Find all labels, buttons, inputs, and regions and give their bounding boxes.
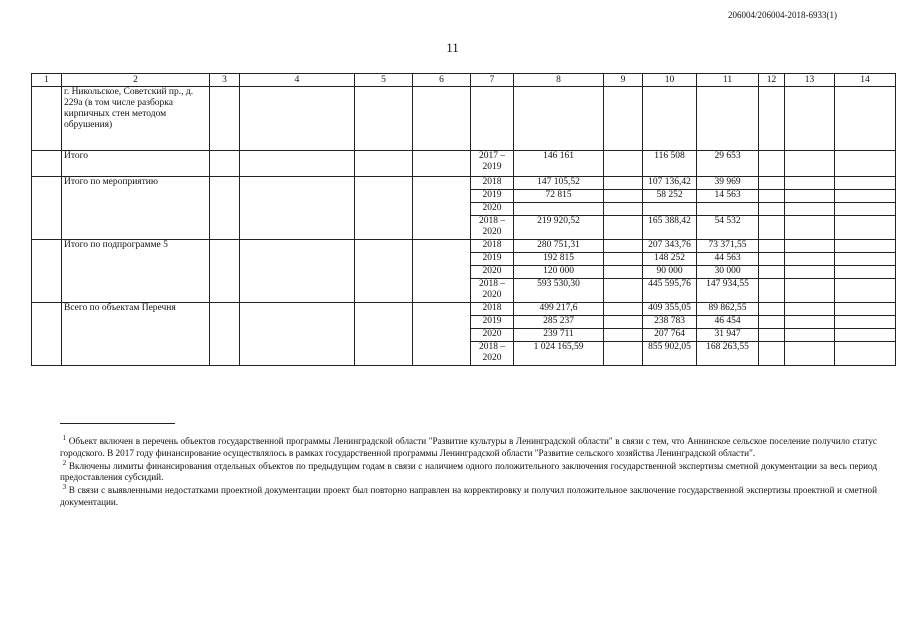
footnote-text: Объект включен в перечень объектов государственной программы Ленинградской области "Развитие культуры в Ленинградской области" в связи с тем, что Аннинское сельское поселение получило статус городского. В 2017 году финансирование осуществлялось в рамках государственной программы Ленинградской области "Развитие сельского хозяйства Ленинградской области". [60,436,878,458]
value-cell [514,203,604,216]
column-header: 14 [835,74,896,87]
value-cell: 1 024 165,59 [514,342,604,366]
value-cell: 107 136,42 [643,177,697,190]
column-header: 12 [759,74,785,87]
year-cell: 2020 [471,203,514,216]
value-cell: 445 595,76 [643,279,697,303]
value-cell: 499 217,6 [514,303,604,316]
footnote-separator [60,423,175,424]
column-header: 7 [471,74,514,87]
value-cell: 168 263,55 [697,342,759,366]
year-cell: 2019 [471,253,514,266]
value-cell: 239 711 [514,329,604,342]
value-cell: 89 862,55 [697,303,759,316]
column-header: 10 [643,74,697,87]
footnote [60,485,877,509]
column-header: 5 [355,74,413,87]
value-cell: 90 000 [643,266,697,279]
value-cell [643,203,697,216]
group-label: Всего по объектам Перечня [62,303,210,366]
year-cell: 2020 [471,329,514,342]
value-cell: 14 563 [697,190,759,203]
group-label: Итого по мероприятию [62,177,210,240]
year-cell: 2019 [471,190,514,203]
row-label: Итого [62,151,210,177]
value-cell: 207 764 [643,329,697,342]
group-label: Итого по подпрограмме 5 [62,240,210,303]
column-header: 3 [210,74,240,87]
document-id: 206004/206004-2018-6933(1) [728,10,837,20]
value-cell [697,203,759,216]
financing-table [31,73,896,366]
value-cell: 285 237 [514,316,604,329]
column-header: 6 [413,74,471,87]
value-cell: 30 000 [697,266,759,279]
value-cell: 207 343,76 [643,240,697,253]
value-cell: 31 947 [697,329,759,342]
footnote-text: В связи с выявленными недостатками проектной документации проект был повторно направлен на корректировку и получил положительное заключение государственной экспертизы проектной и сметной документации. [60,485,877,507]
year-cell: 2018 [471,177,514,190]
value-cell: 593 530,30 [514,279,604,303]
value-cell: 29 653 [697,151,759,177]
value-cell: 54 532 [697,216,759,240]
value-cell: 39 969 [697,177,759,190]
value-cell: 72 815 [514,190,604,203]
year-cell: 2018 [471,240,514,253]
value-cell: 58 252 [643,190,697,203]
footnote-mark: 1 [62,433,67,442]
value-cell: 238 783 [643,316,697,329]
column-header: 13 [785,74,835,87]
value-cell: 146 161 [514,151,604,177]
year-cell: 2019 [471,316,514,329]
object-address: г. Никольское, Советский пр., д. 229а (в том числе разборка кирпичных стен методом обрушения) [62,87,210,151]
column-header: 11 [697,74,759,87]
value-cell: 219 920,52 [514,216,604,240]
value-cell: 44 563 [697,253,759,266]
value-cell: 409 355,05 [643,303,697,316]
table-row [32,240,896,253]
column-header: 2 [62,74,210,87]
footnote [60,433,878,460]
column-header: 8 [514,74,604,87]
footnote-text: Включены лимиты финансирования отдельных объектов по предыдущим годам в связи с наличием одного положительного заключения государственной экспертизы сметной документации за весь период предоставления субсидий. [60,460,877,483]
value-cell: 280 751,31 [514,240,604,253]
value-cell: 148 252 [643,253,697,266]
year-cell: 2020 [471,266,514,279]
year-cell: 2018 – 2020 [471,216,514,240]
column-header: 1 [32,74,62,87]
value-cell: 147 934,55 [697,279,759,303]
year-cell: 2018 – 2020 [471,342,514,366]
year-cell: 2018 [471,303,514,316]
value-cell: 120 000 [514,266,604,279]
footnote-mark: 2 [62,458,67,467]
footnotes [60,433,878,510]
column-header: 4 [240,74,355,87]
year-cell: 2018 – 2020 [471,279,514,303]
column-header: 9 [604,74,643,87]
value-cell: 73 371,55 [697,240,759,253]
page-number: 11 [446,40,459,55]
table-row [32,87,896,151]
value-cell: 165 388,42 [643,216,697,240]
table-row [32,151,896,177]
value-cell: 147 105,52 [514,177,604,190]
value-cell: 46 454 [697,316,759,329]
footnote [60,458,877,485]
year-cell: 2017 – 2019 [471,151,514,177]
value-cell: 116 508 [643,151,697,177]
footnote-mark: 3 [62,483,67,492]
column-number-row [32,74,896,87]
table-row [32,177,896,190]
value-cell: 855 902,05 [643,342,697,366]
table-row [32,303,896,316]
value-cell: 192 815 [514,253,604,266]
